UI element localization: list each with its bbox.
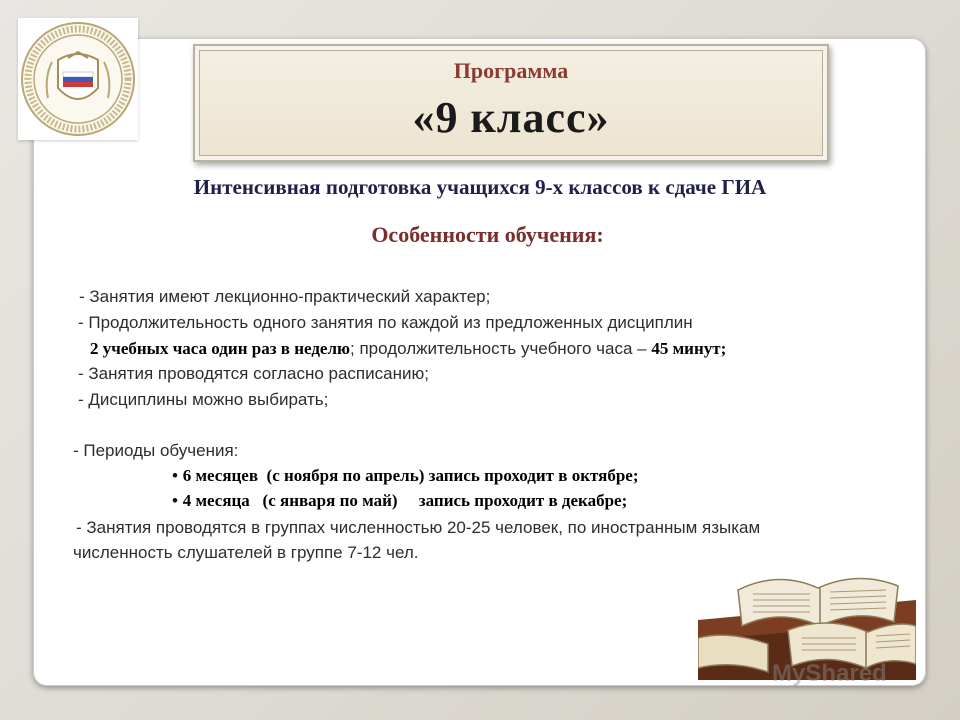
bullet: •	[172, 466, 178, 485]
period-six-months-text: 6 месяцев (с ноября по апрель) запись проходит в октябре;	[182, 466, 639, 485]
period-four-months-text: 4 месяца (с января по май) запись проходит в декабре;	[182, 491, 628, 510]
item-groups-continued: численность слушателей в группе 7-12 чел.	[73, 543, 419, 562]
program-title: «9 класс»	[412, 93, 610, 142]
features-heading: Особенности обучения:	[371, 222, 604, 247]
program-label: Программа	[453, 58, 569, 83]
period-six-months	[172, 466, 639, 486]
item-duration-details	[90, 339, 726, 359]
hour-duration-value: 45 минут;	[651, 339, 727, 358]
item-disciplines: - Дисциплины можно выбирать;	[78, 390, 329, 409]
title-panel	[193, 44, 829, 162]
watermark: MyShared	[772, 660, 887, 687]
item-groups: - Занятия проводятся в группах численностью 20-25 человек, по иностранным языкам	[76, 518, 761, 537]
hour-duration-label: ; продолжительность учебного часа –	[350, 339, 647, 358]
item-schedule: - Занятия проводятся согласно расписанию;	[78, 364, 429, 383]
bullet: •	[172, 491, 178, 510]
period-four-months	[172, 491, 627, 511]
periods-heading: - Периоды обучения:	[73, 441, 239, 460]
item-lecture-practical: - Занятия имеют лекционно-практический характер;	[79, 287, 491, 306]
hours-per-week: 2 учебных часа один раз в неделю	[90, 339, 350, 358]
subtitle: Интенсивная подготовка учащихся 9-х классов к сдаче ГИА	[193, 175, 767, 199]
university-seal-logo	[18, 18, 138, 140]
item-duration: - Продолжительность одного занятия по каждой из предложенных дисциплин	[78, 313, 693, 332]
